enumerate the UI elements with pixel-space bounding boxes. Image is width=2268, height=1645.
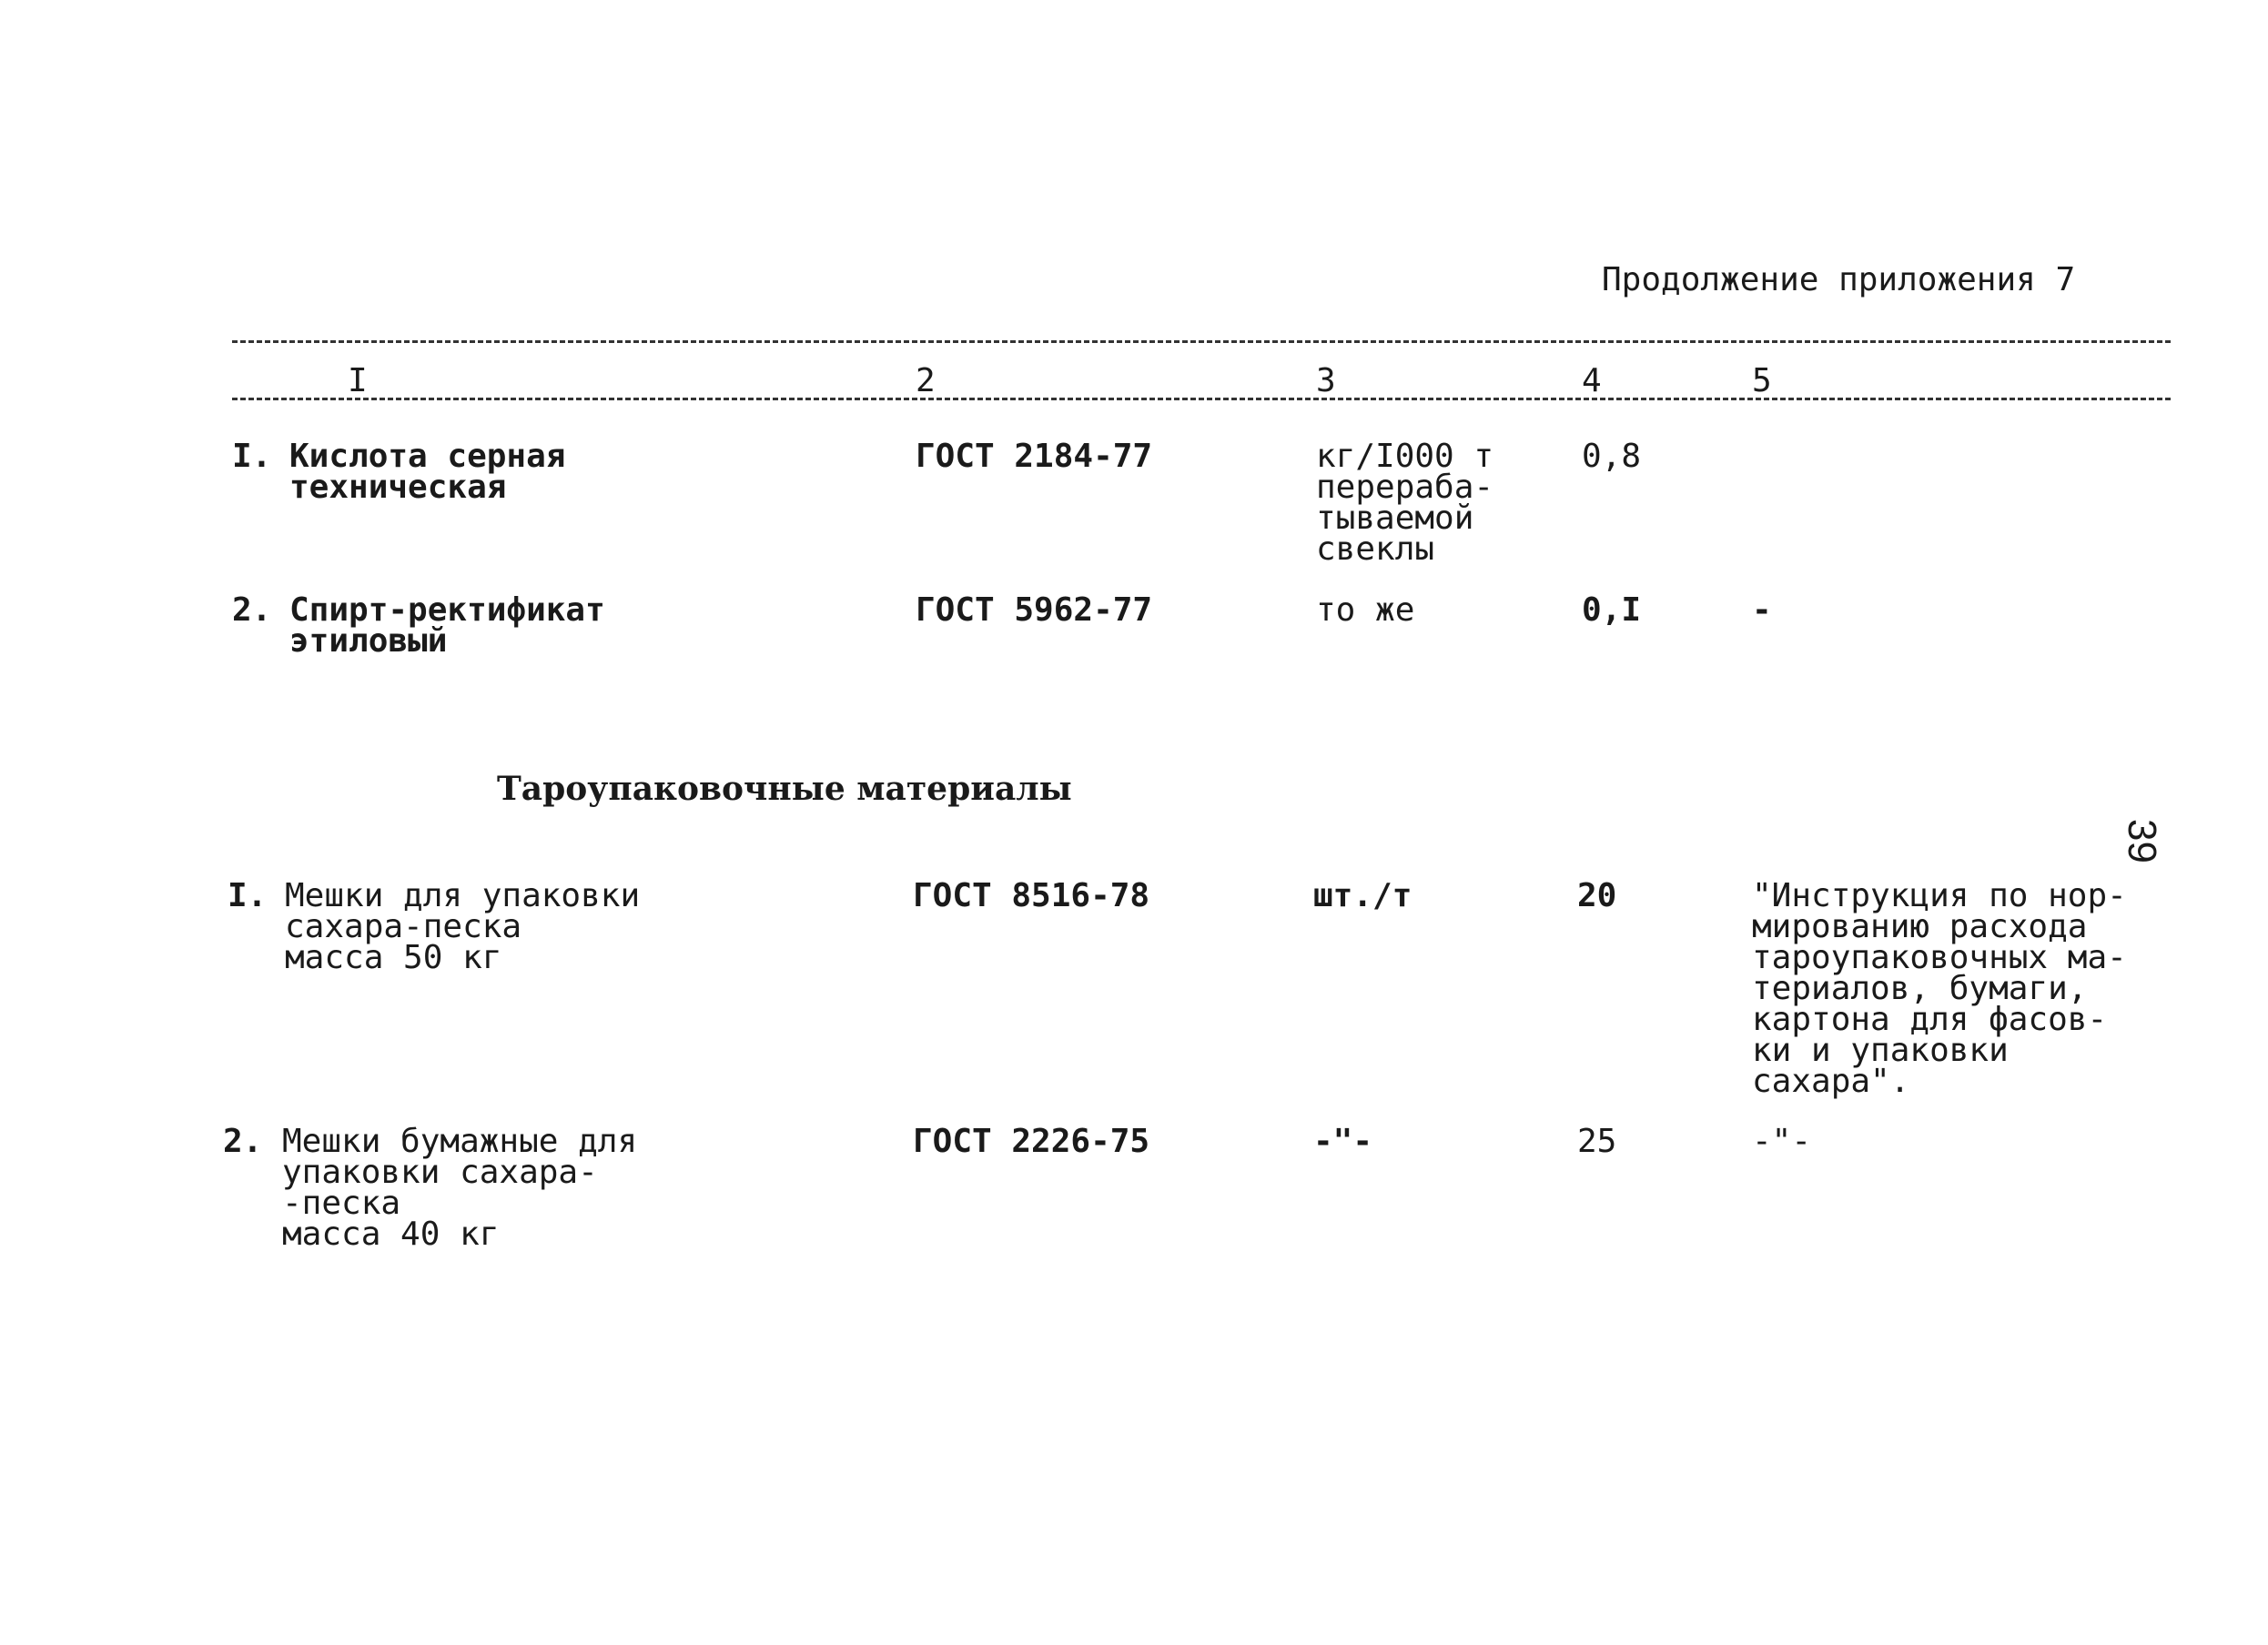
row-number: I. [228,877,268,914]
material-name: Кислота серная техническая [289,438,566,506]
page-number: 39 [2120,819,2164,863]
standard-code: ГОСТ 2226-75 [913,1123,1150,1160]
column-header-2: 2 [916,362,936,399]
norm-value: 20 [1577,877,1617,914]
note: "Инструкция по нор- мированию расхода тароупаковочных ма- териалов, бумаги, картона для фасов- ки и упаковки сахара". [1752,877,2127,1100]
row-number: 2. [232,591,272,629]
material-name: Мешки для упаковки сахара-песка масса 50 кг [285,877,641,976]
column-header-4: 4 [1582,362,1602,399]
row-number: 2. [223,1123,263,1160]
section-title: Тароупаковочные материалы [497,770,1072,808]
standard-code: ГОСТ 5962-77 [916,591,1153,629]
material-name: Мешки бумажные для упаковки сахара- -песка масса 40 кг [282,1123,638,1253]
note: - [1752,591,1772,629]
continuation-title: Продолжение приложения 7 [1602,261,2076,298]
table-top-rule [232,340,2171,343]
unit: кг/I000 т перераба- тываемой свеклы [1316,438,1494,568]
row-number: I. [232,438,272,475]
column-header-5: 5 [1752,362,1772,399]
note: -"- [1752,1123,1812,1160]
unit: шт./т [1313,877,1412,914]
norm-value: 0,8 [1582,438,1642,475]
column-header-1: I [348,362,368,399]
norm-value: 0,I [1582,591,1642,629]
column-header-3: 3 [1316,362,1336,399]
standard-code: ГОСТ 8516-78 [913,877,1150,914]
material-name: Спирт-ректификат этиловый [289,591,605,660]
standard-code: ГОСТ 2184-77 [916,438,1153,475]
table-header-rule [232,398,2171,400]
unit: -"- [1313,1123,1373,1160]
norm-value: 25 [1577,1123,1617,1160]
unit: то же [1316,591,1415,629]
